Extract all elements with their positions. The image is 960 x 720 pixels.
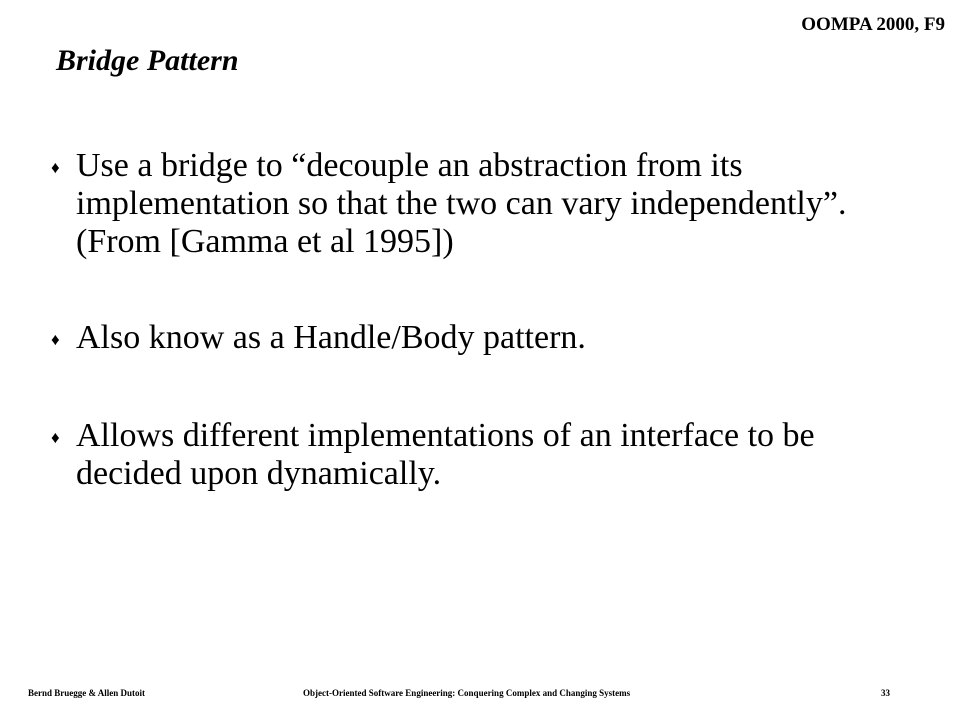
slide-title: Bridge Pattern (56, 44, 239, 77)
bullet-item (51, 147, 911, 261)
diamond-bullet-icon: ♦ (51, 158, 60, 177)
bullet-item (51, 319, 911, 359)
bullet-text: Use a bridge to “decouple an abstraction from its implementation so that the two can vary independently”. (From [Gamma et al 1995]) (76, 147, 847, 260)
diamond-bullet-icon: ♦ (51, 330, 60, 349)
footer-book-title: Object-Oriented Software Engineering: Conquering Complex and Changing Systems (303, 688, 631, 698)
bullet-list (51, 147, 911, 493)
bullet-item (51, 417, 911, 493)
diamond-bullet-icon: ♦ (51, 428, 60, 447)
bullet-text: Also know as a Handle/Body pattern. (76, 319, 586, 356)
footer-authors: Bernd Bruegge & Allen Dutoit (28, 688, 145, 698)
footer-page-number: 33 (881, 688, 890, 698)
course-tag: OOMPA 2000, F9 (801, 14, 945, 35)
bullet-text: Allows different implementations of an interface to be decided upon dynamically. (76, 417, 815, 492)
